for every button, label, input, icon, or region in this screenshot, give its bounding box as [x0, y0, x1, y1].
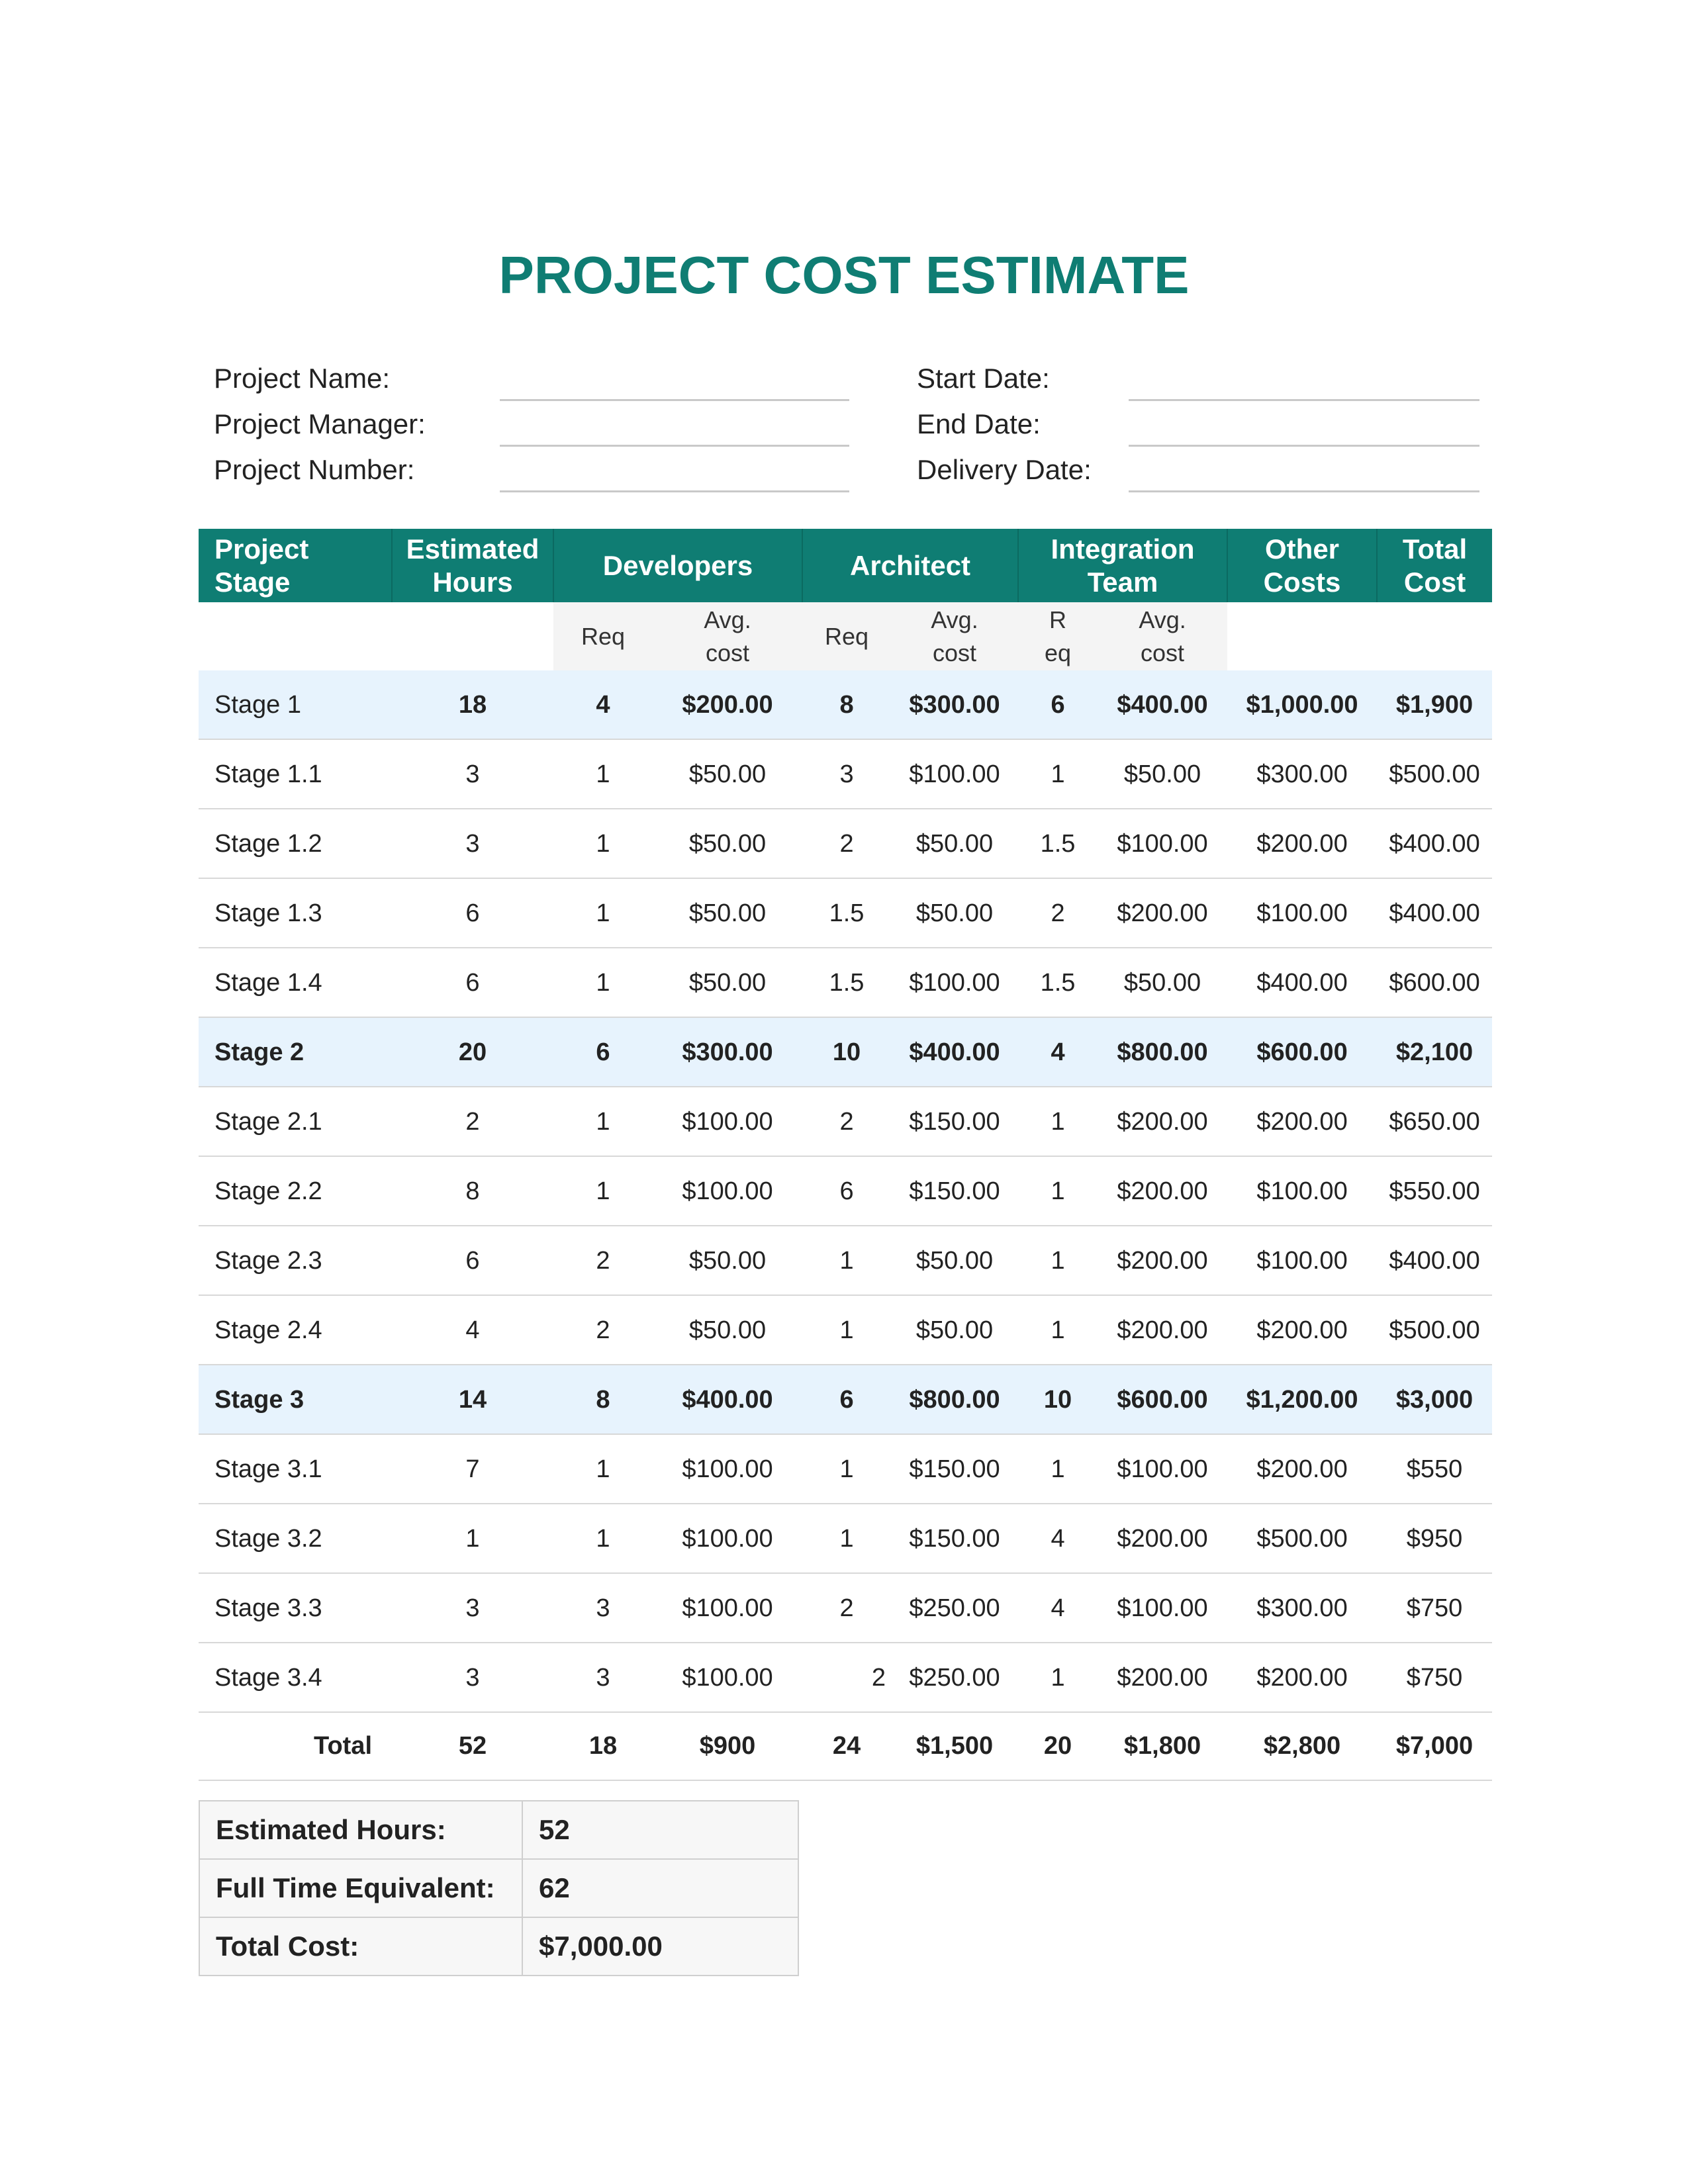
cell-hours: 6: [392, 948, 553, 1017]
cell-hours: 3: [392, 1643, 553, 1712]
total-int-avg: $1,800: [1098, 1712, 1227, 1780]
cell-hours: 1: [392, 1504, 553, 1573]
cell-other: $100.00: [1227, 878, 1377, 948]
end-date-field[interactable]: [1129, 445, 1479, 447]
table-row: [199, 809, 1492, 878]
cell-dev-avg: $50.00: [653, 948, 802, 1017]
cell-dev-req: 8: [553, 1365, 653, 1434]
cell-dev-avg: $50.00: [653, 878, 802, 948]
cell-hours: 8: [392, 1156, 553, 1226]
cell-stage: Stage 3.2: [199, 1504, 392, 1573]
cell-arch-req: 2: [802, 1643, 891, 1712]
cell-other: $300.00: [1227, 1573, 1377, 1643]
cell-dev-avg: $300.00: [653, 1017, 802, 1087]
cell-arch-req: 1.5: [802, 878, 891, 948]
cell-hours: 14: [392, 1365, 553, 1434]
summary-label: Full Time Equivalent:: [199, 1859, 522, 1917]
cell-stage: Stage 2: [199, 1017, 392, 1087]
cell-stage: Stage 3.3: [199, 1573, 392, 1643]
cell-int-req: 1: [1018, 1087, 1098, 1156]
table-row: [199, 1504, 1492, 1573]
cell-arch-avg: $50.00: [891, 878, 1018, 948]
cell-int-avg: $50.00: [1098, 948, 1227, 1017]
cell-int-avg: $200.00: [1098, 1226, 1227, 1295]
cell-dev-req: 6: [553, 1017, 653, 1087]
cell-arch-req: 1: [802, 1504, 891, 1573]
cell-stage: Stage 2.1: [199, 1087, 392, 1156]
total-hours: 52: [392, 1712, 553, 1780]
cell-int-req: 1: [1018, 1295, 1098, 1365]
cell-int-req: 10: [1018, 1365, 1098, 1434]
cell-total: $550.00: [1377, 1156, 1492, 1226]
table-row: [199, 1295, 1492, 1365]
project-number-field[interactable]: [500, 490, 849, 492]
cell-arch-req: 2: [802, 1573, 891, 1643]
subheader-blank: [1227, 602, 1377, 670]
cell-total: $550: [1377, 1434, 1492, 1504]
summary-label: Total Cost:: [199, 1917, 522, 1976]
cell-other: $1,000.00: [1227, 670, 1377, 739]
cell-int-avg: $800.00: [1098, 1017, 1227, 1087]
cell-int-req: 1: [1018, 1643, 1098, 1712]
cell-int-req: 4: [1018, 1017, 1098, 1087]
cell-dev-req: 1: [553, 1156, 653, 1226]
cell-int-avg: $200.00: [1098, 1295, 1227, 1365]
header-other-costs: Other Costs: [1227, 529, 1377, 602]
cell-dev-avg: $50.00: [653, 809, 802, 878]
cell-int-avg: $200.00: [1098, 1156, 1227, 1226]
table-row-stage-3: [199, 1365, 1492, 1434]
table-row: [199, 1434, 1492, 1504]
summary-value: 62: [522, 1859, 798, 1917]
cell-arch-avg: $150.00: [891, 1156, 1018, 1226]
cell-dev-avg: $100.00: [653, 1504, 802, 1573]
delivery-date-label: Delivery Date:: [917, 454, 1092, 485]
cell-arch-avg: $400.00: [891, 1017, 1018, 1087]
table-total-row: [199, 1712, 1492, 1780]
cell-dev-req: 2: [553, 1226, 653, 1295]
table-row-stage-2: [199, 1017, 1492, 1087]
table-row: [199, 878, 1492, 948]
cell-stage: Stage 1.2: [199, 809, 392, 878]
cell-hours: 6: [392, 878, 553, 948]
cell-arch-avg: $250.00: [891, 1573, 1018, 1643]
cell-arch-avg: $150.00: [891, 1087, 1018, 1156]
cell-dev-avg: $100.00: [653, 1156, 802, 1226]
cell-stage: Stage 3.1: [199, 1434, 392, 1504]
cell-total: $400.00: [1377, 809, 1492, 878]
summary-row: [199, 1859, 798, 1917]
subheader-blank: [199, 602, 392, 670]
cell-dev-req: 1: [553, 1504, 653, 1573]
cell-arch-avg: $800.00: [891, 1365, 1018, 1434]
header-architect: Architect: [802, 529, 1018, 602]
cell-dev-avg: $400.00: [653, 1365, 802, 1434]
cell-dev-req: 1: [553, 1087, 653, 1156]
project-name-label: Project Name:: [214, 363, 391, 394]
table-header-row: [199, 529, 1492, 602]
cell-arch-req: 8: [802, 670, 891, 739]
cell-int-req: 1: [1018, 1156, 1098, 1226]
cell-total: $3,000: [1377, 1365, 1492, 1434]
cell-other: $200.00: [1227, 809, 1377, 878]
cell-total: $400.00: [1377, 878, 1492, 948]
cell-arch-req: 1: [802, 1226, 891, 1295]
cell-other: $100.00: [1227, 1156, 1377, 1226]
cell-int-req: 1: [1018, 739, 1098, 809]
cell-hours: 6: [392, 1226, 553, 1295]
cell-int-req: 2: [1018, 878, 1098, 948]
cell-stage: Stage 1: [199, 670, 392, 739]
cell-int-req: 1: [1018, 1434, 1098, 1504]
header-project-stage: Project Stage: [199, 529, 392, 602]
table-row: [199, 739, 1492, 809]
cell-stage: Stage 1.3: [199, 878, 392, 948]
table-row: [199, 948, 1492, 1017]
total-int-req: 20: [1018, 1712, 1098, 1780]
cell-hours: 7: [392, 1434, 553, 1504]
cell-total: $750: [1377, 1573, 1492, 1643]
cell-dev-req: 1: [553, 1434, 653, 1504]
summary-label: Estimated Hours:: [199, 1801, 522, 1859]
header-estimated-hours: Estimated Hours: [392, 529, 553, 602]
cell-arch-avg: $100.00: [891, 948, 1018, 1017]
cell-total: $400.00: [1377, 1226, 1492, 1295]
table-row: [199, 1573, 1492, 1643]
cell-dev-avg: $50.00: [653, 1295, 802, 1365]
cell-hours: 20: [392, 1017, 553, 1087]
table-row-stage-1: [199, 670, 1492, 739]
project-number-label: Project Number:: [214, 454, 415, 485]
table-row: [199, 1087, 1492, 1156]
cell-int-avg: $600.00: [1098, 1365, 1227, 1434]
cell-stage: Stage 3.4: [199, 1643, 392, 1712]
cell-dev-avg: $200.00: [653, 670, 802, 739]
header-integration-team: Integration Team: [1018, 529, 1227, 602]
total-dev-req: 18: [553, 1712, 653, 1780]
cell-arch-req: 2: [802, 809, 891, 878]
cell-arch-avg: $150.00: [891, 1434, 1018, 1504]
subheader-blank: [1377, 602, 1492, 670]
cell-other: $200.00: [1227, 1643, 1377, 1712]
table-row: [199, 1156, 1492, 1226]
cell-dev-req: 1: [553, 739, 653, 809]
cell-dev-req: 1: [553, 878, 653, 948]
cell-arch-avg: $50.00: [891, 1295, 1018, 1365]
cell-int-req: 1.5: [1018, 809, 1098, 878]
total-dev-avg: $900: [653, 1712, 802, 1780]
cell-int-req: 1: [1018, 1226, 1098, 1295]
cell-dev-avg: $50.00: [653, 739, 802, 809]
cell-int-avg: $100.00: [1098, 1434, 1227, 1504]
start-date-field[interactable]: [1129, 399, 1479, 401]
subheader-arch-req: Req: [802, 602, 891, 670]
cell-arch-avg: $50.00: [891, 1226, 1018, 1295]
subheader-arch-avg-cost: Avg. cost: [891, 602, 1018, 670]
total-other: $2,800: [1227, 1712, 1377, 1780]
cost-estimate-table: [199, 529, 1492, 1781]
cell-dev-req: 1: [553, 948, 653, 1017]
cell-hours: 3: [392, 1573, 553, 1643]
cell-total: $750: [1377, 1643, 1492, 1712]
cell-dev-req: 2: [553, 1295, 653, 1365]
cell-stage: Stage 2.2: [199, 1156, 392, 1226]
cell-arch-req: 1.5: [802, 948, 891, 1017]
cell-int-req: 4: [1018, 1573, 1098, 1643]
subheader-dev-req: Req: [553, 602, 653, 670]
cell-arch-avg: $150.00: [891, 1504, 1018, 1573]
cell-hours: 3: [392, 739, 553, 809]
cell-other: $400.00: [1227, 948, 1377, 1017]
subheader-dev-avg-cost: Avg. cost: [653, 602, 802, 670]
cell-int-avg: $200.00: [1098, 878, 1227, 948]
project-manager-field[interactable]: [500, 445, 849, 447]
cell-int-req: 4: [1018, 1504, 1098, 1573]
cell-dev-req: 3: [553, 1643, 653, 1712]
cell-dev-req: 3: [553, 1573, 653, 1643]
project-name-field[interactable]: [500, 399, 849, 401]
cell-int-avg: $200.00: [1098, 1087, 1227, 1156]
cell-hours: 3: [392, 809, 553, 878]
total-label: Total: [199, 1712, 392, 1780]
cell-total: $2,100: [1377, 1017, 1492, 1087]
cell-int-avg: $200.00: [1098, 1643, 1227, 1712]
cell-dev-req: 1: [553, 809, 653, 878]
cell-int-avg: $50.00: [1098, 739, 1227, 809]
summary-table: [199, 1800, 799, 1976]
cell-int-avg: $200.00: [1098, 1504, 1227, 1573]
cell-other: $200.00: [1227, 1087, 1377, 1156]
cell-arch-req: 1: [802, 1295, 891, 1365]
cell-arch-req: 6: [802, 1365, 891, 1434]
cell-arch-req: 6: [802, 1156, 891, 1226]
table-row: [199, 1226, 1492, 1295]
total-arch-req: 24: [802, 1712, 891, 1780]
cell-hours: 18: [392, 670, 553, 739]
cell-other: $300.00: [1227, 739, 1377, 809]
total-arch-avg: $1,500: [891, 1712, 1018, 1780]
cell-arch-avg: $300.00: [891, 670, 1018, 739]
summary-row: [199, 1801, 798, 1859]
cell-int-avg: $100.00: [1098, 1573, 1227, 1643]
cell-stage: Stage 2.4: [199, 1295, 392, 1365]
cell-arch-req: 1: [802, 1434, 891, 1504]
cell-int-req: 6: [1018, 670, 1098, 739]
total-cost: $7,000: [1377, 1712, 1492, 1780]
cell-stage: Stage 1.1: [199, 739, 392, 809]
cell-other: $200.00: [1227, 1434, 1377, 1504]
cell-arch-avg: $250.00: [891, 1643, 1018, 1712]
cell-other: $100.00: [1227, 1226, 1377, 1295]
cell-arch-req: 2: [802, 1087, 891, 1156]
summary-row: [199, 1917, 798, 1976]
cell-total: $650.00: [1377, 1087, 1492, 1156]
cell-total: $950: [1377, 1504, 1492, 1573]
cell-stage: Stage 1.4: [199, 948, 392, 1017]
cell-hours: 2: [392, 1087, 553, 1156]
cell-stage: Stage 3: [199, 1365, 392, 1434]
page-title: PROJECT COST ESTIMATE: [498, 246, 1190, 304]
subheader-int-req: Req: [1018, 602, 1098, 670]
end-date-label: End Date:: [917, 408, 1041, 439]
cell-arch-req: 10: [802, 1017, 891, 1087]
table-row: [199, 1643, 1492, 1712]
cell-other: $1,200.00: [1227, 1365, 1377, 1434]
summary-value: $7,000.00: [522, 1917, 798, 1976]
subheader-blank: [392, 602, 553, 670]
cell-total: $500.00: [1377, 1295, 1492, 1365]
header-developers: Developers: [553, 529, 802, 602]
cell-int-avg: $400.00: [1098, 670, 1227, 739]
table-subheader-row: [199, 602, 1492, 670]
cell-arch-avg: $50.00: [891, 809, 1018, 878]
cell-total: $1,900: [1377, 670, 1492, 739]
cell-dev-avg: $100.00: [653, 1434, 802, 1504]
cell-int-avg: $100.00: [1098, 809, 1227, 878]
cell-stage: Stage 2.3: [199, 1226, 392, 1295]
start-date-label: Start Date:: [917, 363, 1050, 394]
summary-value: 52: [522, 1801, 798, 1859]
cell-int-req: 1.5: [1018, 948, 1098, 1017]
cell-total: $600.00: [1377, 948, 1492, 1017]
header-total-cost: Total Cost: [1377, 529, 1492, 602]
cell-other: $200.00: [1227, 1295, 1377, 1365]
project-manager-label: Project Manager:: [214, 408, 426, 439]
cell-arch-avg: $100.00: [891, 739, 1018, 809]
cell-dev-req: 4: [553, 670, 653, 739]
cell-other: $500.00: [1227, 1504, 1377, 1573]
delivery-date-field[interactable]: [1129, 490, 1479, 492]
cell-total: $500.00: [1377, 739, 1492, 809]
cell-dev-avg: $50.00: [653, 1226, 802, 1295]
cell-other: $600.00: [1227, 1017, 1377, 1087]
cell-hours: 4: [392, 1295, 553, 1365]
cell-dev-avg: $100.00: [653, 1573, 802, 1643]
cell-dev-avg: $100.00: [653, 1087, 802, 1156]
cell-dev-avg: $100.00: [653, 1643, 802, 1712]
subheader-int-avg-cost: Avg. cost: [1098, 602, 1227, 670]
cell-arch-req: 3: [802, 739, 891, 809]
